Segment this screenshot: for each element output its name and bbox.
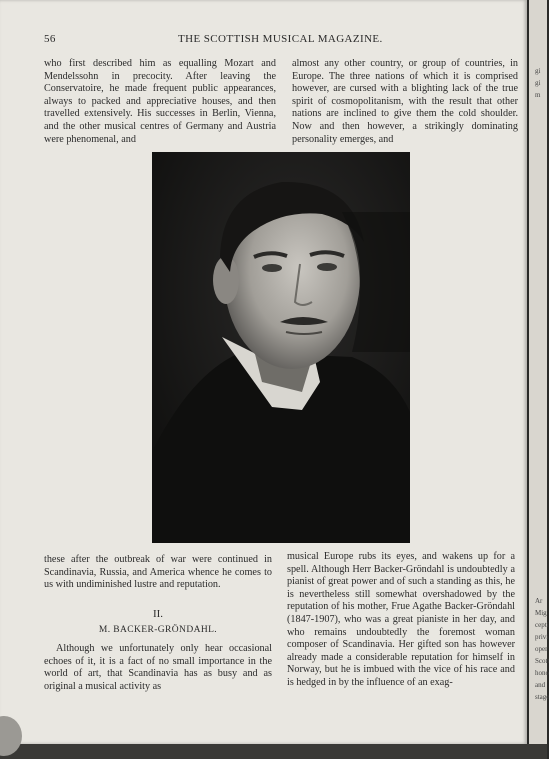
portrait-photograph [152,152,410,543]
next-page-fragment: Mig [535,609,547,617]
paragraph: Although we unfortunately only hear occasional echoes of it, it is a fact of no small importance in the world of art, that Scandinavia has as busy and as original a musical activity as [44,642,272,692]
adjacent-page-edge [529,0,547,744]
paragraph: almost any other country, or group of countries, in Europe. The three nations of which it is comprised however, are cursed with a blighting lack of the true spirit of cosmopolitanism, with the result that other nations are inclined to give them the cold shoulder. Now and then however, a strikingly dominating personality emerges, and [292,58,518,145]
next-page-fragment: and [535,681,546,689]
next-page-fragment: cepti [535,621,549,629]
page-number: 56 [44,33,56,45]
paragraph: musical Europe rubs its eyes, and wakens up for a spell. Although Herr Backer-Gröndahl is undoubtedly a pianist of great power and of such a standing as this, he is nevertheless still somewhat overshadowed by the reputation of his mother, Frue Agathe Backer-Gröndahl (1847-1907), who was a great pianiste in her day, and who remains undoubtedly the foremost woman composer of Scandinavia. Her gifted son has however already made a considerable reputation for himself in Norway, but he is imbued with the vice of his race and is hedged in by the influence of an exag- [287,551,515,688]
text-column-top-right [292,58,518,146]
magazine-title: THE SCOTTISH MUSICAL MAGAZINE. [178,33,383,45]
next-page-fragment: Ar [535,597,543,605]
text-column-bottom-right [287,551,515,690]
next-page-fragment: m [535,91,541,99]
section-number: II. [152,607,164,620]
portrait-image [152,152,410,543]
scan-bottom-edge [0,744,547,759]
next-page-fragment: Scott [535,657,549,665]
next-page-fragment: oper [535,645,548,653]
next-page-fragment: stage [535,693,549,701]
text-column-top-left [44,58,276,146]
paragraph: who first described him as equalling Mozart and Mendelssohn in precocity. After leaving the Conservatoire, he made frequent public appearances, always to packed and appreciative houses, and then travelled extensively. His successes in Berlin, Vienna, and the other musical centres of Germany and Austria were phenomenal, and [44,58,276,145]
paragraph: these after the outbreak of war were continued in Scandinavia, Russia, and America whence he comes to us with undiminished lustre and reputation. [44,554,272,591]
next-page-fragment: gi [535,79,541,87]
section-title: M. BACKER-GRÖNDAHL. [98,625,218,636]
text-column-bottom-left [44,554,272,693]
next-page-fragment: gi [535,67,541,75]
next-page-fragment: privi [535,633,549,641]
next-page-fragment: hono [535,669,549,677]
